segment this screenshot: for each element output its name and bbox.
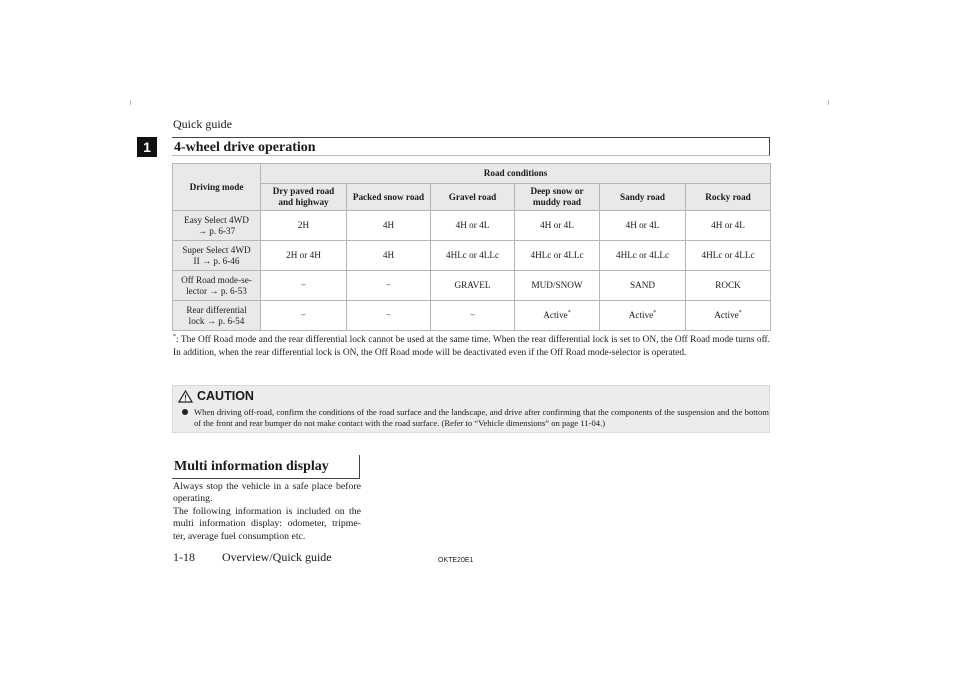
column-header: Deep snow or muddy road: [515, 184, 600, 211]
table-row: [173, 301, 771, 331]
bullet-icon: [182, 409, 188, 415]
table-cell: 4H: [347, 241, 431, 271]
table-cell: −: [261, 301, 347, 331]
table-cell: 4HLc or 4LLc: [431, 241, 515, 271]
asterisk: *: [653, 309, 657, 316]
table-cell: 4H or 4L: [686, 211, 771, 241]
caution-item: [182, 407, 769, 429]
table-cell: MUD/SNOW: [515, 271, 600, 301]
table-cell: 4H or 4L: [515, 211, 600, 241]
caution-box: [172, 385, 770, 433]
paragraph: Always stop the vehicle in a safe place before operating.: [173, 481, 361, 505]
mode-cell: Easy Select 4WD → p. 6-37: [173, 211, 261, 241]
road-conditions-header: Road conditions: [261, 164, 771, 184]
table-cell: 4H: [347, 211, 431, 241]
table-row: [173, 211, 771, 241]
table-cell: 4H or 4L: [431, 211, 515, 241]
mode-cell: Off Road mode-se- lector → p. 6-53: [173, 271, 261, 301]
body-text: [173, 481, 361, 543]
crop-mark: [130, 100, 131, 105]
crop-mark: [828, 100, 829, 105]
mode-cell: Rear differential lock → p. 6-54: [173, 301, 261, 331]
table-cell: 4HLc or 4LLc: [686, 241, 771, 271]
table-cell: SAND: [600, 271, 686, 301]
chapter-badge: 1: [137, 137, 157, 157]
footnote-mark: *: [173, 333, 176, 340]
table-cell: −: [431, 301, 515, 331]
caution-label: CAUTION: [197, 389, 254, 403]
column-header: Sandy road: [600, 184, 686, 211]
running-header: Quick guide: [173, 117, 232, 131]
road-conditions-table: [172, 163, 771, 331]
asterisk: *: [567, 309, 571, 316]
table-cell: 4H or 4L: [600, 211, 686, 241]
table-footnote: [173, 334, 770, 360]
table-cell: 4HLc or 4LLc: [600, 241, 686, 271]
table-row: [173, 271, 771, 301]
table-row: [173, 241, 771, 271]
table-cell: ROCK: [686, 271, 771, 301]
column-header: Gravel road: [431, 184, 515, 211]
mode-cell: Super Select 4WD II → p. 6-46: [173, 241, 261, 271]
table-cell: 2H: [261, 211, 347, 241]
table-cell: −: [347, 301, 431, 331]
table-cell: −: [261, 271, 347, 301]
table-cell: Active*: [686, 301, 771, 331]
road-type-header-row: [173, 184, 771, 211]
caution-header: [178, 389, 254, 403]
table-cell: 4HLc or 4LLc: [515, 241, 600, 271]
footnote-text: : The Off Road mode and the rear differential lock cannot be used at the same time. When the rear differential lock is set to ON, the Off Road mode turns off. In addition, when the rear differential lock is ON, the Off Road mode will be deactivated even if the Off Road mode-selector is operated.: [173, 335, 770, 358]
table-cell: 2H or 4H: [261, 241, 347, 271]
document-code: OKTE20E1: [438, 557, 474, 564]
footer-section-title: Overview/Quick guide: [222, 550, 332, 564]
section-heading: Multi information display: [172, 455, 360, 479]
paragraph: The following information is included on the multi information display: odometer, tripme-ter, average fuel consumption etc.: [173, 505, 361, 542]
driving-mode-header: Driving mode: [173, 164, 261, 211]
column-header: Packed snow road: [347, 184, 431, 211]
warning-triangle-icon: [178, 390, 193, 403]
table-cell: Active*: [600, 301, 686, 331]
caution-text: When driving off-road, confirm the conditions of the road surface and the landscape, and drive after confirming that the components of the suspension and the bottom of the front and rear bumper do not make contact with the road surface. (Refer to “Vehicle dimensions” on page 11-04.): [194, 407, 769, 428]
table-cell: −: [347, 271, 431, 301]
table-cell: Active*: [515, 301, 600, 331]
column-header: Rocky road: [686, 184, 771, 211]
page-number: 1-18: [173, 550, 195, 564]
asterisk: *: [738, 309, 742, 316]
table-cell: GRAVEL: [431, 271, 515, 301]
section-title: 4-wheel drive operation: [172, 137, 770, 156]
column-header: Dry paved road and highway: [261, 184, 347, 211]
